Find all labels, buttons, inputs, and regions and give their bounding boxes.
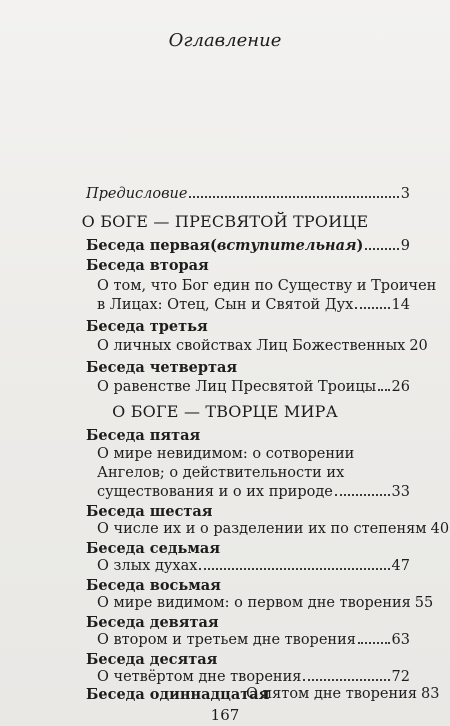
toc-entry-preface[interactable] [86,186,410,202]
entry-label: Беседа шестая [86,503,213,520]
entry-label: Беседа первая [86,237,210,254]
toc-heading-b2 [86,257,410,274]
entry-page: 33 [391,484,410,500]
entry-text: О втором и третьем дне творения [97,632,356,648]
entry-label: Беседа пятая [86,427,201,444]
entry-label: Беседа четвертая [86,359,238,376]
toc-heading-b3 [86,318,410,335]
toc-entry-b6[interactable] [97,521,450,537]
page-number: 167 [210,706,240,724]
entry-page: 14 [391,297,410,313]
entry-text: О том, что Бог един по Существу и Троичен [97,278,437,294]
entry-text: О равенстве Лиц Пресвятой Троицы [97,379,377,395]
entry-label: Беседа седьмая [86,540,221,557]
leader-dots [358,642,390,644]
toc-heading-b10 [86,651,410,668]
entry-page: 55 [414,595,434,611]
entry-text: в Лицах: Отец, Сын и Святой Дух [97,297,354,313]
toc-entry-b7[interactable] [97,558,410,574]
toc-entry-b1[interactable] [86,237,410,254]
leader-dots [189,196,398,198]
entry-page: 20 [409,338,428,354]
entry-page: 72 [391,669,410,685]
entry-text: О личных свойствах Лиц Божественных [97,338,406,354]
leader-dots [335,494,390,496]
entry-label-italic: вступительная [216,237,357,254]
toc-entry-b2[interactable] [97,297,410,313]
entry-text: О пятом дне творения [246,686,417,702]
toc-entry-b4[interactable] [97,379,410,395]
entry-text: Ангелов; о действительности их [97,465,345,481]
toc-heading-b9 [86,614,410,631]
toc-subline [97,278,437,294]
entry-label: Беседа третья [86,318,208,335]
entry-label: Беседа одиннадцатая [86,686,270,703]
toc-heading-b8 [86,577,410,594]
leader-dots [199,568,389,570]
toc-entry-b9[interactable] [97,632,410,648]
entry-page: 63 [391,632,410,648]
toc-entry-b8[interactable] [97,595,434,611]
entry-text: О мире видимом: о первом дне творения [97,595,411,611]
leader-dots [378,389,389,391]
section-heading: О БОГЕ — ТВОРЦЕ МИРА [112,402,338,421]
entry-page: 40 [430,521,450,537]
leader-dots [303,679,389,681]
entry-text: О числе их и о разделении их по степеням [97,521,427,537]
entry-paren-open: ( [209,237,217,254]
entry-text: О мире невидимом: о сотворении [97,446,355,462]
entry-label: Беседа вторая [86,257,209,274]
leader-dots [355,307,389,309]
toc-heading-b4 [86,359,410,376]
entry-text: О четвёртом дне творения [97,669,302,685]
toc-entry-b10[interactable] [97,669,410,685]
entry-page: 9 [400,238,410,254]
entry-page: 26 [391,379,410,395]
toc-entry-b3[interactable] [97,338,428,354]
entry-paren-close: ) [356,237,364,254]
toc-subline [97,465,410,481]
toc-heading-b7 [86,540,410,557]
entry-label: Беседа девятая [86,614,219,631]
entry-page: 3 [400,186,410,202]
entry-label: Предисловие [86,186,188,202]
entry-label: Беседа десятая [86,651,218,668]
entry-text: О злых духах [97,558,198,574]
entry-page: 47 [391,558,410,574]
leader-dots [365,248,398,250]
section-heading: О БОГЕ — ПРЕСВЯТОЙ ТРОИЦЕ [81,212,369,231]
toc-entry-b5[interactable] [97,484,410,500]
entry-page: 83 [420,686,440,702]
entry-label: Беседа восьмая [86,577,221,594]
toc-subline [97,446,410,462]
toc-heading-b6 [86,503,410,520]
entry-text: существования и о их природе [97,484,333,500]
toc-heading-b5 [86,427,410,444]
toc-entry-b11[interactable] [246,686,440,702]
page-title: Оглавление [168,30,282,51]
